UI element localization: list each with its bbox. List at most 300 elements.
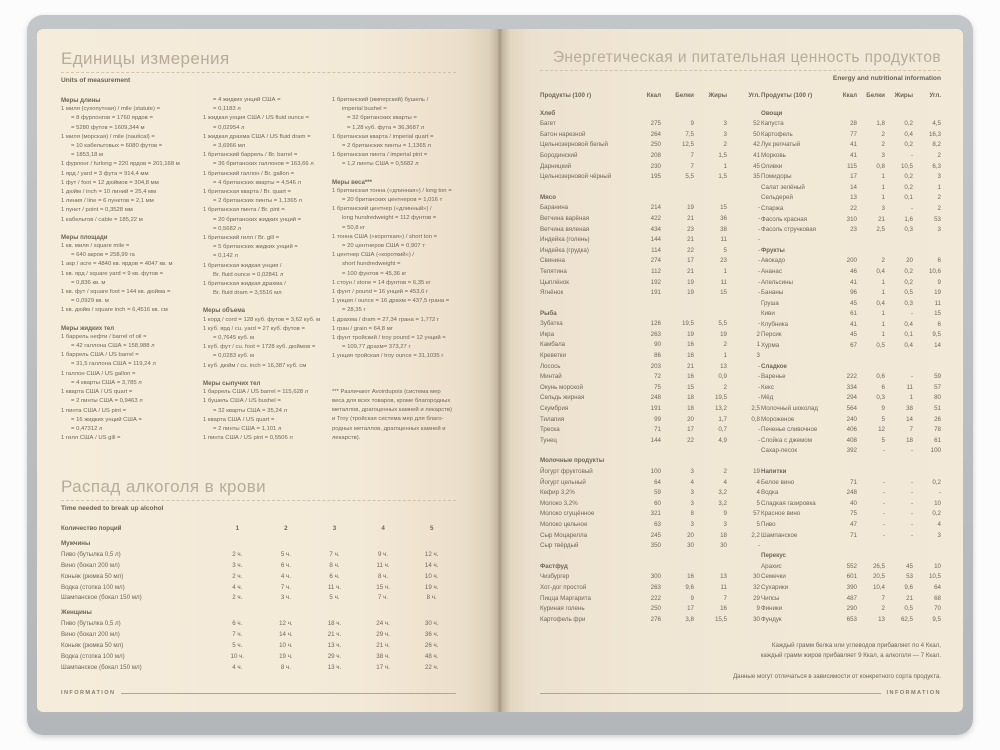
product-name: Сыр Моцарелла xyxy=(540,531,588,539)
product-value: 0,4 xyxy=(904,130,913,138)
unit-line: = 100 фунтов = 45,36 кг xyxy=(342,270,407,277)
alcohol-hours-value: 10 ч. xyxy=(279,642,293,650)
product-value: 4 xyxy=(756,478,760,486)
product-value: 46 xyxy=(850,267,857,275)
product-value: 19 xyxy=(687,278,694,286)
product-value: 1 xyxy=(881,183,885,191)
product-value: 59 xyxy=(934,373,941,381)
product-value: 38 xyxy=(906,405,913,413)
product-value: 408 xyxy=(846,436,857,444)
alcohol-hours-value: 26 ч. xyxy=(424,642,439,650)
unit-line: = 0,836 кв. м xyxy=(71,279,106,286)
product-value: 51 xyxy=(934,405,941,413)
product-name: Ветчина варёная xyxy=(540,214,590,222)
product-value: 11 xyxy=(720,583,727,591)
alcohol-hours-value: 8 ч. xyxy=(329,561,340,569)
product-value: 250 xyxy=(650,605,661,613)
product-value: 100 xyxy=(930,447,941,455)
product-name: Бородинский xyxy=(540,151,578,159)
alcohol-hours-value: 19 ч. xyxy=(424,583,439,591)
product-value: 191 xyxy=(650,405,661,413)
nutrition-row xyxy=(540,393,760,404)
alcohol-hours-value: 12 ч. xyxy=(424,550,439,558)
nutrition-category-heading: Перекус xyxy=(761,552,786,560)
product-value: 45 xyxy=(753,162,760,170)
alcohol-hours-value: 7 ч. xyxy=(378,594,389,602)
product-value: 0,5 xyxy=(904,605,913,613)
nutrition-row xyxy=(761,225,941,236)
product-value: 1,6 xyxy=(904,215,913,223)
product-name: Цыплёнок xyxy=(540,278,569,286)
product-value: - xyxy=(882,478,885,486)
product-value: 195 xyxy=(650,173,661,181)
alcohol-hours-value: 21 ч. xyxy=(327,631,342,639)
product-value: 290 xyxy=(846,605,857,613)
product-name: Картофель xyxy=(761,130,793,138)
product-name: Бананы xyxy=(761,289,784,297)
nutrition-row xyxy=(761,193,941,204)
product-value: - xyxy=(757,426,760,434)
nutrition-category xyxy=(540,456,760,551)
unit-line: Br. fluid ounce = 0,02841 л xyxy=(213,271,284,278)
product-value: 406 xyxy=(846,426,857,434)
nutrition-row xyxy=(761,509,941,520)
right-page xyxy=(500,29,963,712)
nutrition-row xyxy=(540,541,760,552)
product-value: - xyxy=(882,489,885,497)
product-value: 19 xyxy=(753,468,760,475)
nutrition-category xyxy=(540,193,760,299)
alcohol-table xyxy=(61,524,456,674)
product-value: 1 xyxy=(723,352,727,360)
unit-line: = 0,5682 л xyxy=(213,225,242,232)
unit-line: 1 дюйм / inch = 10 линий = 25,4 мм xyxy=(61,189,157,196)
product-value: 1 xyxy=(881,194,885,202)
product-value: 0,2 xyxy=(904,141,913,149)
product-name: Тунец xyxy=(540,436,557,444)
alcohol-row xyxy=(61,652,456,663)
nutrition-notes xyxy=(540,641,941,680)
product-value: 208 xyxy=(650,151,661,159)
product-value: - xyxy=(882,531,885,539)
nutrition-category xyxy=(540,562,760,626)
units-columns xyxy=(61,96,456,443)
product-name: Зубатка xyxy=(540,320,563,328)
product-value: 61 xyxy=(934,436,941,444)
nutrition-category xyxy=(540,309,760,447)
product-value: - xyxy=(910,373,913,381)
unit-line: short hundredweight = xyxy=(342,261,401,268)
product-value: 10 xyxy=(934,562,941,570)
product-value: 15 xyxy=(934,310,941,318)
product-value: 6 xyxy=(937,320,941,328)
alcohol-drink-label: Пиво (бутылка 0,5 л) xyxy=(61,550,121,558)
unit-line: = 1853,18 м xyxy=(71,152,104,159)
product-name: Апельсины xyxy=(761,278,793,286)
nutrition-row xyxy=(761,278,941,289)
unit-line: = 50,8 кг xyxy=(342,224,365,231)
product-value: 2,5 xyxy=(751,405,760,413)
product-value: 3,2 xyxy=(718,489,727,497)
nutrition-row xyxy=(540,172,760,183)
unit-block xyxy=(203,96,331,298)
alcohol-drink-label: Вино (бокал 200 мл) xyxy=(61,631,120,639)
product-value: 52 xyxy=(753,120,760,128)
product-value: 12,5 xyxy=(681,141,694,149)
nutrition-row xyxy=(540,151,760,162)
product-name: Креветки xyxy=(540,352,566,360)
product-value: 144 xyxy=(650,436,661,444)
nutrition-row xyxy=(540,509,760,520)
nutrition-row xyxy=(761,531,941,542)
unit-line: = 3,6966 мл xyxy=(213,143,246,150)
product-value: 75 xyxy=(654,383,661,391)
alcohol-hours-value: 3 ч. xyxy=(232,561,243,569)
product-value: 192 xyxy=(650,278,661,286)
product-value: 38 xyxy=(720,225,727,233)
unit-line: 1 баррель нефти / barrel of oil = xyxy=(61,333,147,340)
product-value: 16,3 xyxy=(928,130,941,138)
product-value: 53 xyxy=(906,573,913,581)
product-value: 274 xyxy=(650,257,661,265)
product-value: 3 xyxy=(937,173,941,181)
unit-line: 1 баррель США / US barrel = 115,628 л xyxy=(203,389,309,396)
product-value: 4,9 xyxy=(718,436,727,444)
product-value: 21 xyxy=(687,214,694,222)
product-name: Цельнозерновой чёрный xyxy=(540,173,612,181)
nutrition-category-heading: Овощи xyxy=(761,109,783,117)
product-name: Слойка с джемом xyxy=(761,436,813,444)
unit-line: 1 британская кварта / Br. quart = xyxy=(203,189,291,196)
product-value: 99 xyxy=(654,415,661,423)
product-value: 20 xyxy=(687,415,694,423)
product-value: 4 xyxy=(937,520,941,528)
product-value: 2 xyxy=(881,141,885,149)
nutrition-row xyxy=(761,140,941,151)
product-name: Персик xyxy=(761,331,782,339)
nutrition-tables xyxy=(540,91,941,625)
product-value: 86 xyxy=(654,352,661,360)
alcohol-hours-value: 8 ч. xyxy=(378,572,389,580)
alcohol-hours-value: 7 ч. xyxy=(329,550,340,558)
product-value: 7 xyxy=(881,594,885,602)
nutrition-column-header: Угл. xyxy=(929,92,941,99)
unit-line: 1 кв. фут / square foot = 144 кв. дюйма = xyxy=(61,289,171,296)
product-value: 53 xyxy=(934,215,941,223)
unit-line: = 4 британских кварты = 4,546 л xyxy=(213,179,302,186)
alcohol-hours-value: 24 ч. xyxy=(376,620,390,628)
unit-line: long hundredweight = 112 фунтов = xyxy=(342,215,437,222)
product-name: Печенье сливочное xyxy=(761,426,818,434)
product-value: 112 xyxy=(651,267,661,275)
nutrition-row xyxy=(540,594,760,605)
product-value: 294 xyxy=(846,394,857,402)
unit-line: = 20 центнеров США = 0,907 т xyxy=(342,243,426,250)
alcohol-drink-label: Шампанское (бокал 150 мл) xyxy=(61,594,142,602)
product-value: 4 xyxy=(690,478,694,486)
product-value: 4 xyxy=(723,478,727,486)
nutrition-row xyxy=(540,478,760,489)
product-value: 17 xyxy=(850,173,857,181)
product-value: 564 xyxy=(846,405,857,413)
title-rule xyxy=(61,72,456,73)
product-value: 15,5 xyxy=(714,615,727,623)
alcohol-title: Распад алкоголя в крови xyxy=(61,477,267,496)
product-value: 0,3 xyxy=(876,394,885,402)
unit-line: *** Различают Avoirdupois (система мер xyxy=(332,388,441,395)
alcohol-hours-value: 9 ч. xyxy=(378,550,389,558)
product-name: Индейка (голень) xyxy=(540,236,590,244)
product-value: 601 xyxy=(846,573,857,581)
unit-line: 1 фунт / pound = 16 унций = 453,6 г xyxy=(332,289,429,296)
product-name: Телятина xyxy=(540,267,567,275)
nutrition-row xyxy=(761,572,941,583)
product-value: 12 xyxy=(878,426,885,434)
product-name: Помидоры xyxy=(761,173,792,181)
product-name: Индейка (грудка) xyxy=(540,246,589,254)
unit-line: 1 миля (морская) / mile (nautical) = xyxy=(61,133,155,140)
product-value: 248 xyxy=(846,489,857,497)
product-name: Батон нарезной xyxy=(540,130,586,138)
product-name: Дарницкий xyxy=(540,162,572,170)
product-value: 222 xyxy=(846,373,857,381)
product-value: 334 xyxy=(846,383,857,391)
product-value: 240 xyxy=(846,415,857,423)
product-value: - xyxy=(938,489,941,497)
unit-line: лекарств). xyxy=(332,434,361,441)
product-value: 14 xyxy=(850,183,857,191)
unit-line: = 640 акров = 258,99 га xyxy=(71,252,135,259)
nutrition-row xyxy=(761,341,941,352)
product-value: 17 xyxy=(687,605,694,613)
product-value: 300 xyxy=(650,573,661,581)
product-value: 16 xyxy=(687,373,694,381)
product-name: Молоко 3,2% xyxy=(540,499,578,507)
product-value: 3 xyxy=(690,520,694,528)
unit-line: 1 центнер США («короткий») / xyxy=(332,252,415,259)
product-value: - xyxy=(882,499,885,507)
unit-line: 1 кв. миля / square mile = xyxy=(61,243,130,250)
product-value: 41 xyxy=(850,278,857,286)
product-name: Баранина xyxy=(540,204,569,212)
unit-line: = 2 британских пинты = 1,1365 л xyxy=(342,143,431,150)
alcohol-section xyxy=(61,477,456,674)
product-value: 9,6 xyxy=(685,583,694,591)
nutrition-row xyxy=(540,162,760,173)
nutrition-category xyxy=(761,109,941,236)
alcohol-hours-value: 5 ч. xyxy=(280,550,291,558)
nutrition-row xyxy=(761,446,941,457)
product-value: 71 xyxy=(654,426,661,434)
nutrition-row xyxy=(540,246,760,257)
product-value: 63 xyxy=(654,520,661,528)
pages xyxy=(37,29,963,712)
product-value: 16 xyxy=(720,605,727,613)
product-value: 26 xyxy=(934,415,941,423)
product-value: 245 xyxy=(650,531,661,539)
product-value: 42 xyxy=(753,141,760,149)
product-value: 57 xyxy=(753,510,760,518)
unit-block-heading: Меры длины xyxy=(61,97,101,104)
product-value: 59 xyxy=(654,489,661,497)
unit-line: Br. fluid dram = 3,5516 мл xyxy=(213,290,282,297)
alcohol-portion-count: 4 xyxy=(381,525,385,532)
nutrition-row xyxy=(761,256,941,267)
alcohol-hours-value: 29 ч. xyxy=(376,631,390,639)
alcohol-group-heading xyxy=(61,608,456,619)
product-name: Финики xyxy=(761,605,783,613)
nutrition-row xyxy=(540,615,760,626)
product-name: Фундук xyxy=(761,615,782,623)
product-value: 214 xyxy=(650,204,661,212)
product-value: 5 xyxy=(881,415,885,423)
nutrition-row xyxy=(540,267,760,278)
alcohol-group-name: Мужчины xyxy=(61,539,91,547)
product-value: 9 xyxy=(756,605,760,613)
nutrition-row xyxy=(540,362,760,373)
nutrition-row xyxy=(761,478,941,489)
product-name: Молочный шоколад xyxy=(761,405,818,413)
product-value: 0,2 xyxy=(904,267,913,275)
unit-line: 1 миля (сухопутная) / mile (statute) = xyxy=(61,106,161,113)
alcohol-hours-value: 36 ч. xyxy=(424,631,439,639)
product-value: - xyxy=(910,310,913,318)
nutrition-row xyxy=(761,436,941,447)
unit-block-heading: Меры веса*** xyxy=(332,178,373,186)
nutrition-row xyxy=(761,162,941,173)
product-value: 1,7 xyxy=(718,415,727,423)
product-value: 17 xyxy=(687,426,694,434)
product-value: 9,6 xyxy=(904,583,913,591)
product-value: - xyxy=(910,499,913,507)
product-value: 5 xyxy=(881,436,885,444)
product-name: Куриная голень xyxy=(540,605,585,613)
product-value: 71 xyxy=(850,531,857,539)
nutrition-row xyxy=(761,309,941,320)
units-section xyxy=(61,49,456,443)
product-value: 1 xyxy=(881,173,885,181)
footer-rule xyxy=(540,693,881,694)
product-value: 200 xyxy=(846,257,857,265)
unit-line: 1 британская пинта / imperial pint = xyxy=(332,152,428,159)
alcohol-drink-label: Вино (бокал 200 мл) xyxy=(61,561,120,569)
alcohol-hours-value: 18 ч. xyxy=(327,620,342,628)
product-value: 47 xyxy=(850,520,857,528)
product-value: 40 xyxy=(850,499,857,507)
product-value: 20,5 xyxy=(872,573,885,581)
product-value: 2 xyxy=(937,151,941,159)
product-value: 222 xyxy=(650,594,661,602)
product-value: 30 xyxy=(720,542,727,550)
unit-block xyxy=(61,324,202,444)
product-value: 67 xyxy=(850,342,857,350)
product-value: 23 xyxy=(720,257,727,265)
nutrition-row xyxy=(540,531,760,542)
product-value: 0,4 xyxy=(876,267,885,275)
product-value: 275 xyxy=(650,120,661,128)
product-name: Минтай xyxy=(540,373,562,381)
product-value: 3,2 xyxy=(718,499,727,507)
nutrition-row xyxy=(540,404,760,415)
product-name: Кефир 3,2% xyxy=(540,489,575,497)
unit-line: 1 кварта США / US quart = xyxy=(203,416,275,423)
alcohol-drink-label: Шампанское (бокал 150 мл) xyxy=(61,663,142,671)
nutrition-row xyxy=(761,330,941,341)
unit-column xyxy=(203,96,331,443)
product-value: - xyxy=(910,204,913,212)
alcohol-drink-label: Коньяк (рюмка 50 мл) xyxy=(61,572,124,580)
product-value: - xyxy=(757,214,760,222)
product-value: 1 xyxy=(881,278,885,286)
product-value: 41 xyxy=(850,320,857,328)
unit-line: 1 фунт тройский / troy pound = 12 унций = xyxy=(332,335,446,342)
product-value: - xyxy=(910,510,913,518)
unit-block xyxy=(61,233,202,316)
product-value: 20 xyxy=(906,257,913,265)
unit-line: = 5 британских жидких унций = xyxy=(213,244,298,251)
alcohol-drink-label: Коньяк (рюмка 50 мл) xyxy=(61,642,124,650)
product-value: 0,2 xyxy=(904,183,913,191)
product-value: 9,5 xyxy=(932,331,941,339)
product-value: 487 xyxy=(846,594,857,602)
product-value: 115 xyxy=(847,162,857,170)
product-value: 45 xyxy=(906,562,913,570)
product-value: 6 xyxy=(881,383,885,391)
product-value: 1 xyxy=(909,394,913,402)
product-value: 0,1 xyxy=(904,194,913,202)
product-value: 50 xyxy=(753,130,760,138)
product-value: 15 xyxy=(720,204,727,212)
product-value: 11 xyxy=(720,236,727,244)
product-value: - xyxy=(757,267,760,275)
alcohol-hours-value: 2 ч. xyxy=(232,594,243,602)
unit-line: 1 корд / cord = 128 куб. футов = 3,62 куб. м xyxy=(203,316,321,323)
product-value: 13 xyxy=(720,362,727,370)
nutrition-row xyxy=(761,415,941,426)
product-value: 3 xyxy=(937,226,941,234)
unit-line: = 32 британских кварты = xyxy=(347,115,417,122)
nutrition-row xyxy=(540,130,760,141)
alcohol-group-heading xyxy=(61,539,456,550)
nutrition-row xyxy=(761,151,941,162)
unit-line: 1 фут / foot = 12 дюймов = 304,8 мм xyxy=(61,179,159,186)
unit-block xyxy=(203,379,331,443)
product-name: Оливки xyxy=(761,162,783,170)
nutrition-row xyxy=(761,288,941,299)
nutrition-column-header: Жиры xyxy=(708,92,727,99)
alcohol-hours-value: 5 ч. xyxy=(232,642,243,650)
product-value: 7 xyxy=(690,151,694,159)
footer-rule xyxy=(121,693,456,694)
alcohol-hours-value: 29 ч. xyxy=(327,652,342,660)
product-value: 0,3 xyxy=(904,299,913,307)
product-value: 203 xyxy=(650,362,661,370)
unit-line: и Troy (тройская система мер для благо- xyxy=(332,416,444,423)
unit-line: 1 кв. дюйм / square inch = 6,4516 кв. см xyxy=(61,307,168,314)
product-value: - xyxy=(757,394,760,402)
nutrition-row xyxy=(761,204,941,215)
product-value: 19 xyxy=(934,289,941,297)
nutrition-row xyxy=(540,330,760,341)
unit-line: 1 британский центнер («длинный») / xyxy=(332,206,432,213)
unit-block xyxy=(332,178,456,362)
product-value: 2 xyxy=(723,383,727,391)
product-value: 392 xyxy=(846,447,857,455)
unit-line: металлов, драгоценных камней и лекарств) xyxy=(332,407,452,414)
nutrition-category-heading: Напитки xyxy=(761,468,787,475)
nutrition-row xyxy=(540,119,760,130)
product-name: Мёд xyxy=(761,394,774,402)
